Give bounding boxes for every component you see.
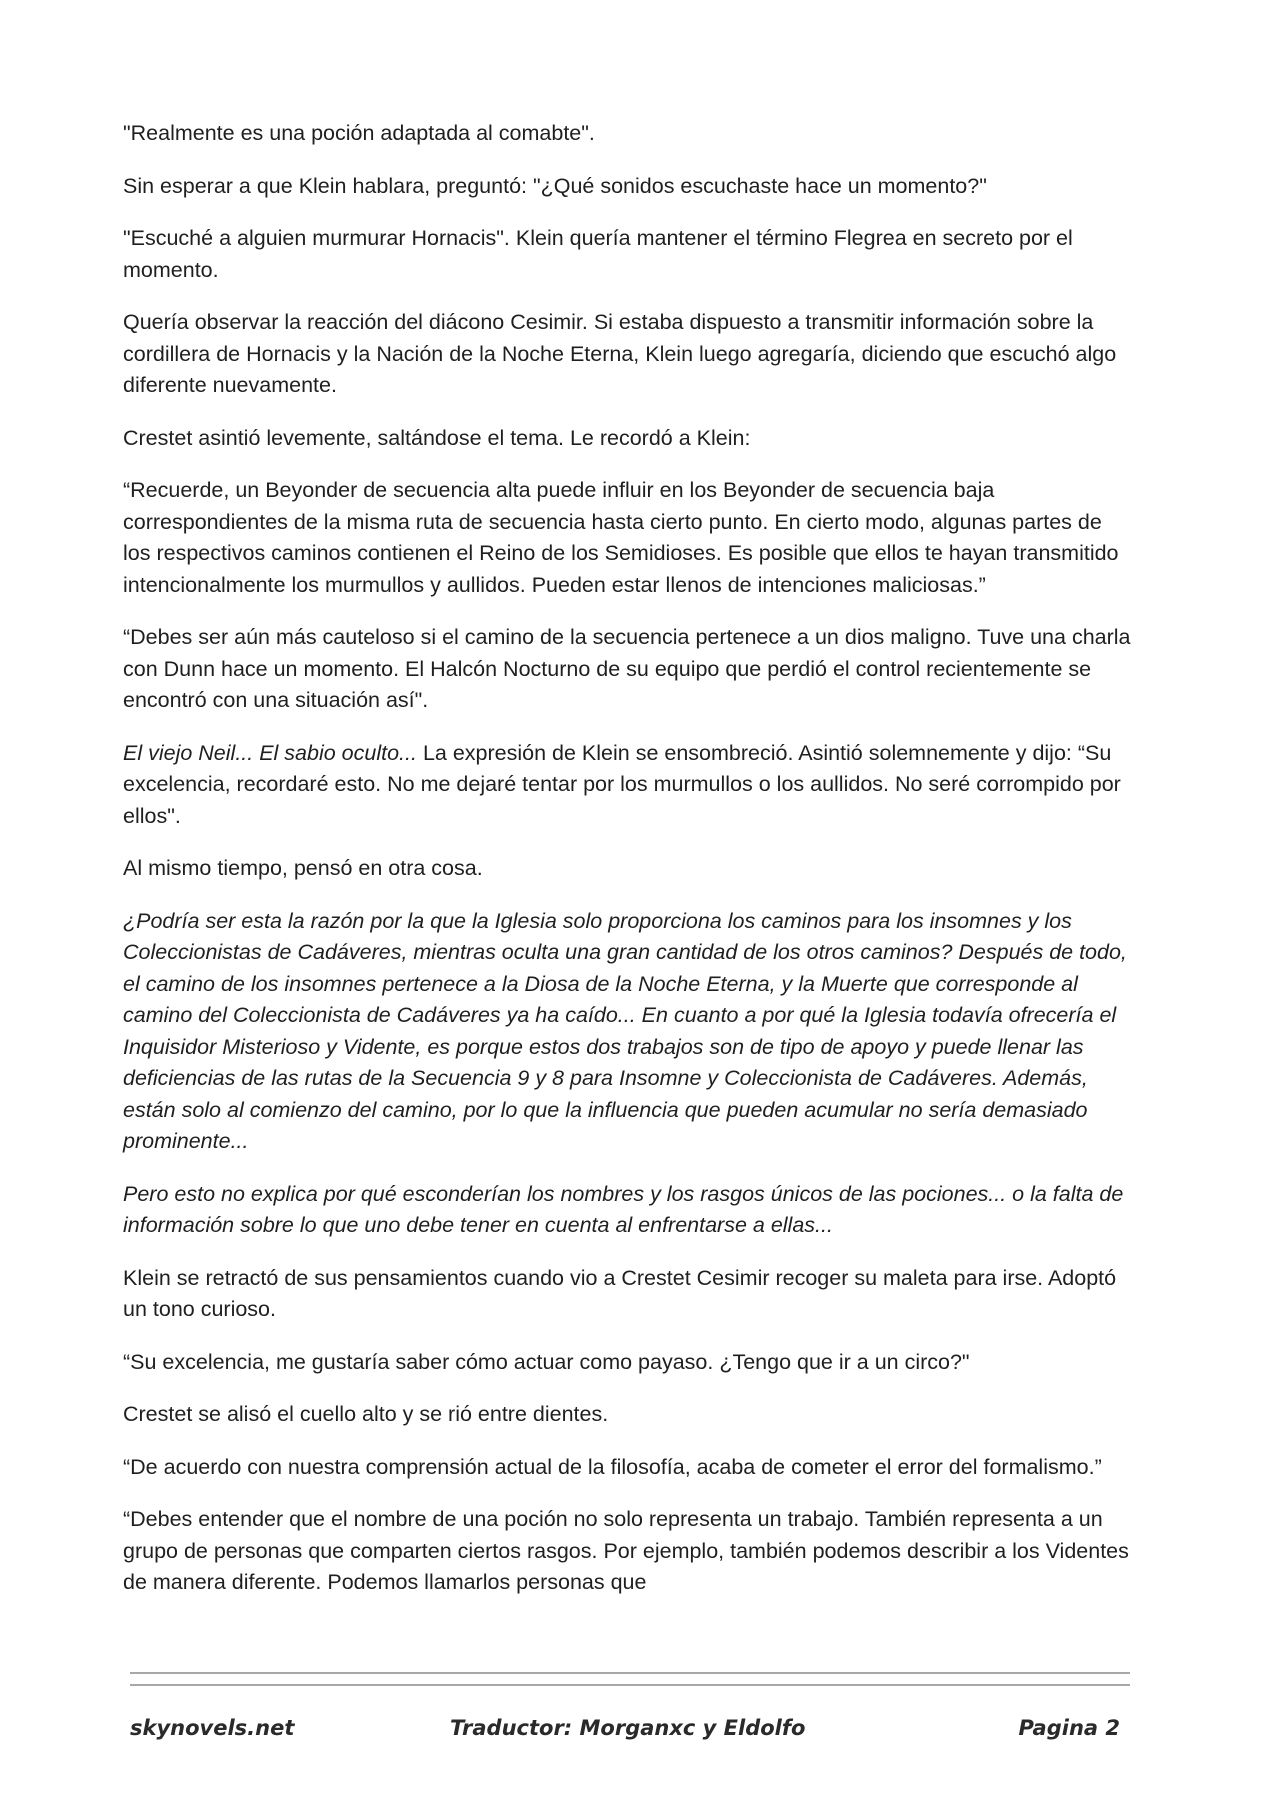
paragraph <box>123 906 1133 1158</box>
paragraph-italic-text: Pero esto no explica por qué esconderían los nombres y los rasgos únicos de las pociones... o la falta de información sobre lo que uno debe tener en cuenta al enfrentarse a ellas... <box>123 1181 1124 1237</box>
paragraph-text: Crestet se alisó el cuello alto y se rió entre dientes. <box>123 1402 609 1426</box>
paragraph-text: “Debes entender que el nombre de una poción no solo representa un trabajo. También representa a un grupo de personas que comparten ciertos rasgos. Por ejemplo, también podemos describir a los Videntes de manera diferente. Podemos llamarlos personas que <box>123 1507 1129 1594</box>
paragraph-text: “Recuerde, un Beyonder de secuencia alta puede influir en los Beyonder de secuencia baja correspondientes de la misma ruta de secuencia hasta cierto punto. En cierto modo, algunas partes de los respectivos caminos contienen el Reino de los Semidioses. Es posible que ellos te hayan transmitido intencionalmente los murmullos y aullidos. Pueden estar llenos de intenciones maliciosas.” <box>123 478 1119 597</box>
footer-divider <box>130 1672 1130 1696</box>
paragraph <box>123 307 1133 402</box>
footer-rule-bottom <box>130 1684 1130 1686</box>
footer-site: skynovels.net <box>130 1716 295 1740</box>
paragraph-text: Klein se retractó de sus pensamientos cuando vio a Crestet Cesimir recoger su maleta para irse. Adoptó un tono curioso. <box>123 1265 1117 1321</box>
paragraph-text: "Realmente es una poción adaptada al comabte". <box>123 121 595 145</box>
paragraph <box>123 1399 1133 1431</box>
paragraph <box>123 1452 1133 1484</box>
footer-translator: Traductor: Morganxc y Eldolfo <box>450 1716 806 1740</box>
paragraph <box>123 118 1133 150</box>
paragraph-text: “De acuerdo con nuestra comprensión actual de la filosofía, acaba de cometer el error del formalismo.” <box>123 1454 1102 1479</box>
paragraph-text: Crestet asintió levemente, saltándose el tema. Le recordó a Klein: <box>123 425 751 450</box>
paragraph <box>123 223 1133 286</box>
paragraph-italic-text: El viejo Neil... El sabio oculto... <box>123 740 417 765</box>
paragraph-text: “Debes ser aún más cauteloso si el camino de la secuencia pertenece a un dios maligno. Tuve una charla con Dunn hace un momento. El Halcón Nocturno de su equipo que perdió el control recientemente se encontró con una situación así". <box>123 625 1131 712</box>
paragraph-text: Al mismo tiempo, pensó en otra cosa. <box>123 856 483 880</box>
paragraph <box>123 853 1133 885</box>
footer-rule-top <box>130 1672 1130 1674</box>
document-body <box>123 118 1133 1620</box>
paragraph-italic-text: ¿Podría ser esta la razón por la que la Iglesia solo proporciona los caminos para los insomnes y los Coleccionistas de Cadáveres, mientras oculta una gran cantidad de los otros caminos? Después de todo, el camino de los insomnes pertenece a la Diosa de la Noche Eterna, y la Muerte que corresponde al camino del Coleccionista de Cadáveres ya ha caído... En cuanto a por qué la Iglesia todavía ofrecería el Inquisidor Misterioso y Vidente, es porque estos dos trabajos son de tipo de apoyo y puede llenar las deficiencias de las rutas de la Secuencia 9 y 8 para Insomne y Coleccionista de Cadáveres. Además, están solo al comienzo del camino, por lo que la influencia que pueden acumular no sería demasiado prominente... <box>123 908 1127 1153</box>
paragraph <box>123 423 1133 455</box>
paragraph-text: Sin esperar a que Klein hablara, preguntó: "¿Qué sonidos escuchaste hace un momento?" <box>123 173 987 198</box>
paragraph <box>123 1263 1133 1326</box>
paragraph <box>123 171 1133 203</box>
paragraph <box>123 1347 1133 1379</box>
page-footer <box>130 1716 1120 1752</box>
paragraph <box>123 738 1133 833</box>
footer-page-number: Pagina 2 <box>1018 1716 1120 1740</box>
paragraph <box>123 475 1133 601</box>
paragraph <box>123 622 1133 717</box>
paragraph <box>123 1179 1133 1242</box>
paragraph-text: La expresión de Klein se ensombreció. Asintió solemnemente y dijo: “Su excelencia, recordaré esto. No me dejaré tentar por los murmullos o los aullidos. No seré corrompido por ellos". <box>123 740 1121 828</box>
paragraph <box>123 1504 1133 1599</box>
paragraph-text: Quería observar la reacción del diácono Cesimir. Si estaba dispuesto a transmitir información sobre la cordillera de Hornacis y la Nación de la Noche Eterna, Klein luego agregaría, diciendo que escuchó algo diferente nuevamente. <box>123 310 1117 397</box>
paragraph-text: “Su excelencia, me gustaría saber cómo actuar como payaso. ¿Tengo que ir a un circo?" <box>123 1349 970 1374</box>
paragraph-text: "Escuché a alguien murmurar Hornacis". Klein quería mantener el término Flegrea en secreto por el momento. <box>123 226 1073 282</box>
